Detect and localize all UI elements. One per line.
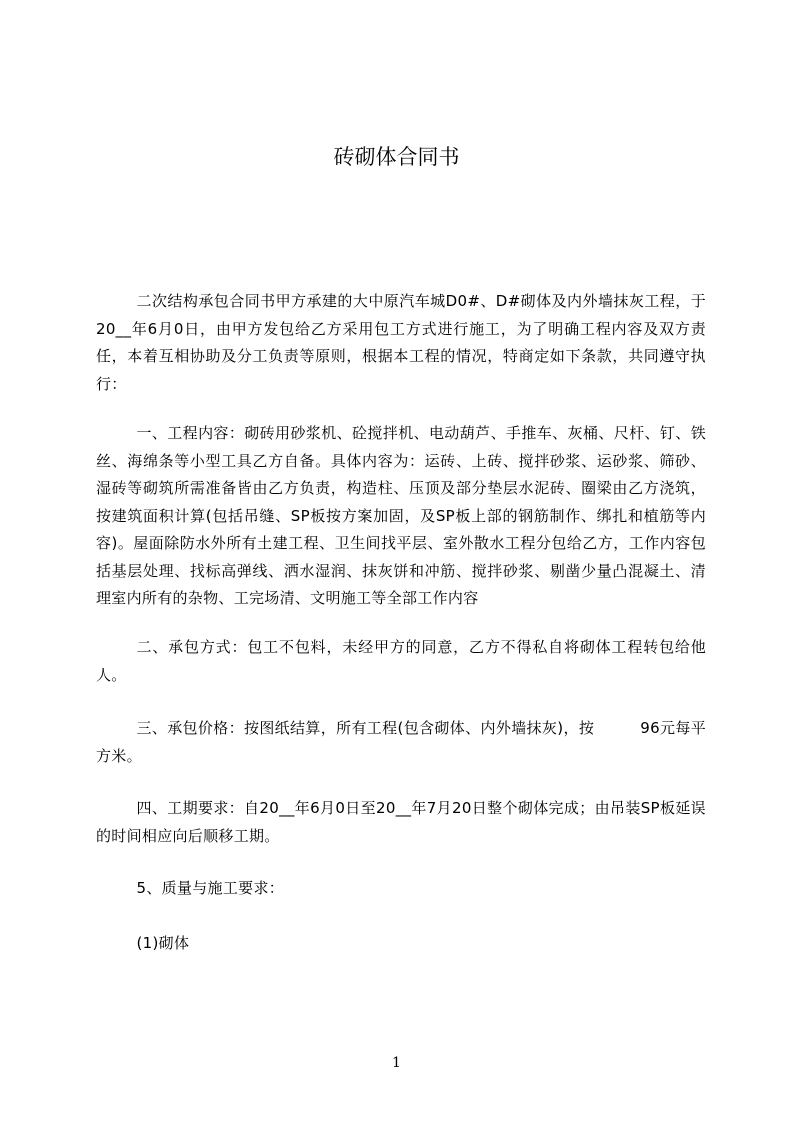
intro-paragraph: 二次结构承包合同书甲方承建的大中原汽车城D0#、D#砌体及内外墙抹灰工程，于20__年6月0日，由甲方发包给乙方采用包工方式进行施工，为了明确工程内容及双方责任，本着互相协助及分工负责等原则，根据本工程的情况，特商定如下条款，共同遵守执行：	[96, 292, 706, 393]
clause-3-contract-price: 三、承包价格：按图纸结算，所有工程(包含砌体、内外墙抹灰)，按 96元每平方米。	[96, 719, 706, 765]
clause-1-work-content: 一、工程内容：砌砖用砂浆机、砼搅拌机、电动葫芦、手推车、灰桶、尺杆、钉、铁丝、海绵条等小型工具乙方自备。具体内容为：运砖、上砖、搅拌砂浆、运砂浆、筛砂、湿砖等砌筑所需准备皆由乙方负责，构造柱、压顶及部分垫层水泥砖、圈梁由乙方浇筑，按建筑面积计算(包括吊缝、SP板按方案加固，及SP板上部的钢筋制作、绑扎和植筋等内容)。屋面除防水外所有土建工程、卫生间找平层、室外散水工程分包给乙方，工作内容包括基层处理、找标高弹线、洒水湿润、抹灰饼和冲筋、搅拌砂浆、剔凿少量凸混凝土、清理室内所有的杂物、工完场清、文明施工等全部工作内容	[96, 424, 706, 607]
clause-4-schedule: 四、工期要求：自20__年6月0日至20__年7月20日整个砌体完成；由吊装SP板延误的时间相应向后顺移工期。	[96, 799, 706, 845]
page-number: 1	[392, 1055, 401, 1071]
clause-2-contract-method: 二、承包方式：包工不包料，未经甲方的同意，乙方不得私自将砌体工程转包给他人。	[96, 638, 706, 684]
document-title: 砖砌体合同书	[333, 145, 460, 169]
subclause-1-masonry: (1)砌体	[136, 934, 190, 952]
clause-5-quality-heading: 5、质量与施工要求：	[136, 879, 285, 897]
